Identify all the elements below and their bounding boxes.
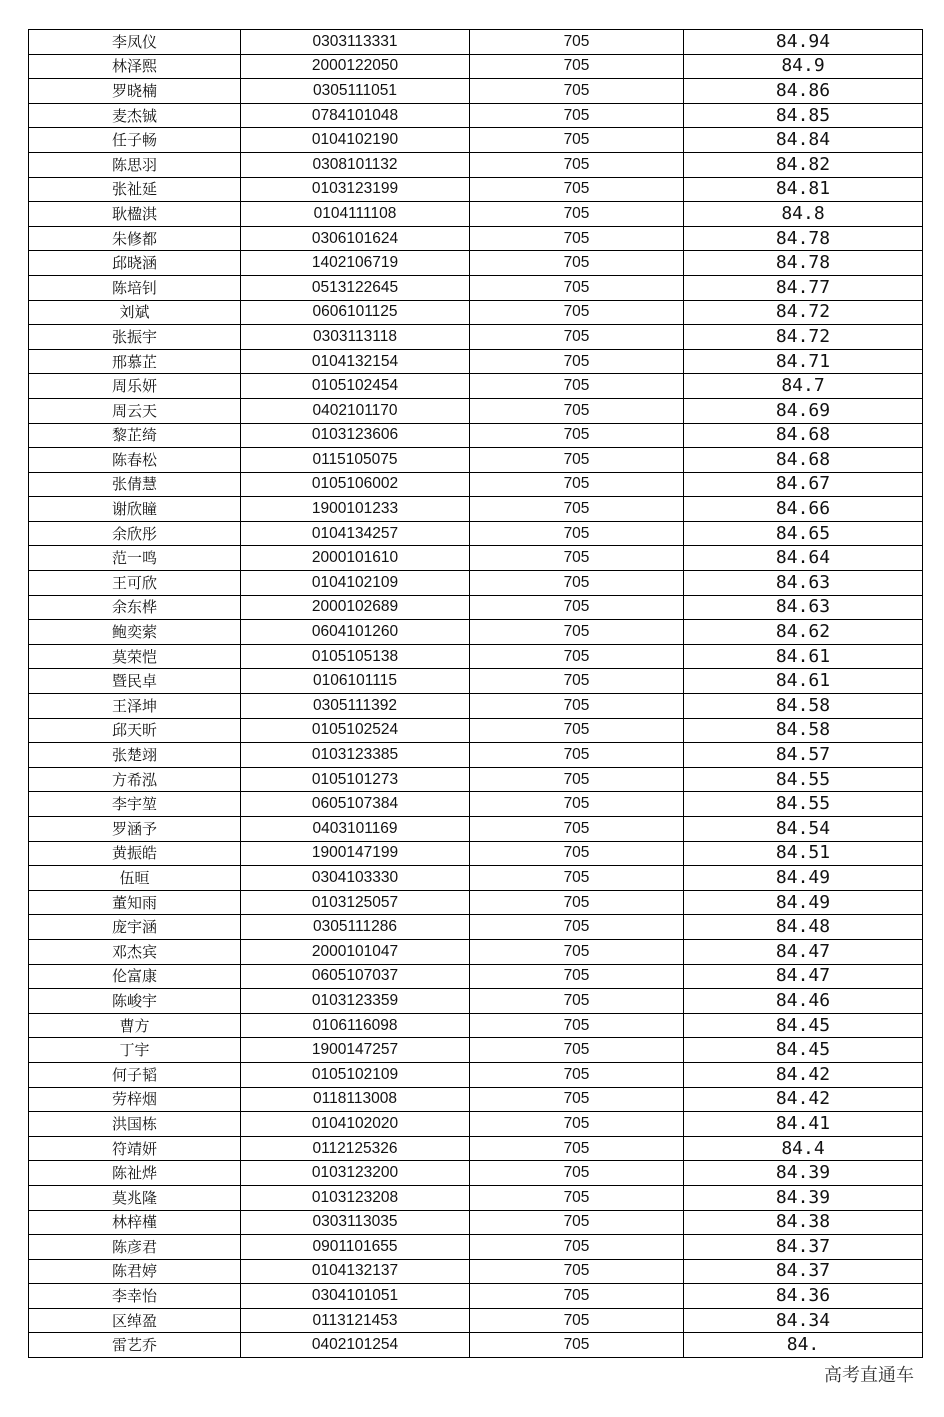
score-cell: 84.94 bbox=[684, 30, 923, 55]
score-cell: 84.39 bbox=[684, 1161, 923, 1186]
id-cell: 0303113035 bbox=[241, 1210, 470, 1235]
id-cell: 0103123606 bbox=[241, 423, 470, 448]
score-cell: 84.72 bbox=[684, 325, 923, 350]
code-cell: 705 bbox=[470, 1308, 684, 1333]
score-cell: 84.51 bbox=[684, 841, 923, 866]
id-cell: 0104111108 bbox=[241, 202, 470, 227]
code-cell: 705 bbox=[470, 1210, 684, 1235]
id-cell: 0104134257 bbox=[241, 521, 470, 546]
name-cell: 张振宇 bbox=[29, 325, 241, 350]
code-cell: 705 bbox=[470, 1333, 684, 1358]
table-row bbox=[29, 1333, 923, 1358]
score-cell: 84.67 bbox=[684, 472, 923, 497]
code-cell: 705 bbox=[470, 226, 684, 251]
table-row bbox=[29, 792, 923, 817]
score-cell: 84.57 bbox=[684, 743, 923, 768]
score-cell: 84.4 bbox=[684, 1136, 923, 1161]
name-cell: 陈祉烨 bbox=[29, 1161, 241, 1186]
name-cell: 张楚翊 bbox=[29, 743, 241, 768]
code-cell: 705 bbox=[470, 792, 684, 817]
name-cell: 区绰盈 bbox=[29, 1308, 241, 1333]
code-cell: 705 bbox=[470, 644, 684, 669]
table-row bbox=[29, 939, 923, 964]
code-cell: 705 bbox=[470, 1161, 684, 1186]
id-cell: 0115105075 bbox=[241, 448, 470, 473]
table-row bbox=[29, 30, 923, 55]
code-cell: 705 bbox=[470, 964, 684, 989]
table-row bbox=[29, 841, 923, 866]
name-cell: 符靖妍 bbox=[29, 1136, 241, 1161]
table-row bbox=[29, 620, 923, 645]
table-row bbox=[29, 595, 923, 620]
id-cell: 0103123385 bbox=[241, 743, 470, 768]
id-cell: 0306101624 bbox=[241, 226, 470, 251]
code-cell: 705 bbox=[470, 571, 684, 596]
name-cell: 陈培钊 bbox=[29, 275, 241, 300]
score-cell: 84.58 bbox=[684, 694, 923, 719]
table-row bbox=[29, 54, 923, 79]
score-cell: 84.8 bbox=[684, 202, 923, 227]
id-cell: 0104132137 bbox=[241, 1259, 470, 1284]
table-row bbox=[29, 694, 923, 719]
score-cell: 84. bbox=[684, 1333, 923, 1358]
score-cell: 84.36 bbox=[684, 1284, 923, 1309]
id-cell: 0105105138 bbox=[241, 644, 470, 669]
code-cell: 705 bbox=[470, 841, 684, 866]
score-cell: 84.69 bbox=[684, 398, 923, 423]
name-cell: 董知雨 bbox=[29, 890, 241, 915]
name-cell: 劳梓烟 bbox=[29, 1087, 241, 1112]
name-cell: 鲍奕萦 bbox=[29, 620, 241, 645]
name-cell: 陈彦君 bbox=[29, 1235, 241, 1260]
score-cell: 84.54 bbox=[684, 817, 923, 842]
score-cell: 84.47 bbox=[684, 964, 923, 989]
table-row bbox=[29, 669, 923, 694]
code-cell: 705 bbox=[470, 202, 684, 227]
code-cell: 705 bbox=[470, 694, 684, 719]
table-row bbox=[29, 79, 923, 104]
id-cell: 1402106719 bbox=[241, 251, 470, 276]
name-cell: 陈思羽 bbox=[29, 152, 241, 177]
table-row bbox=[29, 989, 923, 1014]
table-row bbox=[29, 349, 923, 374]
table-row bbox=[29, 1210, 923, 1235]
id-cell: 0113121453 bbox=[241, 1308, 470, 1333]
id-cell: 1900147257 bbox=[241, 1038, 470, 1063]
code-cell: 705 bbox=[470, 718, 684, 743]
score-cell: 84.81 bbox=[684, 177, 923, 202]
name-cell: 丁宇 bbox=[29, 1038, 241, 1063]
code-cell: 705 bbox=[470, 30, 684, 55]
name-cell: 何子韬 bbox=[29, 1062, 241, 1087]
name-cell: 周云天 bbox=[29, 398, 241, 423]
name-cell: 王泽坤 bbox=[29, 694, 241, 719]
name-cell: 刘斌 bbox=[29, 300, 241, 325]
code-cell: 705 bbox=[470, 1235, 684, 1260]
id-cell: 0106101115 bbox=[241, 669, 470, 694]
code-cell: 705 bbox=[470, 1038, 684, 1063]
score-cell: 84.47 bbox=[684, 939, 923, 964]
id-cell: 0103123359 bbox=[241, 989, 470, 1014]
id-cell: 0304101051 bbox=[241, 1284, 470, 1309]
score-cell: 84.66 bbox=[684, 497, 923, 522]
id-cell: 0105102524 bbox=[241, 718, 470, 743]
name-cell: 曹方 bbox=[29, 1013, 241, 1038]
code-cell: 705 bbox=[470, 1013, 684, 1038]
id-cell: 0303113331 bbox=[241, 30, 470, 55]
score-cell: 84.84 bbox=[684, 128, 923, 153]
name-cell: 邢慕芷 bbox=[29, 349, 241, 374]
id-cell: 0103123199 bbox=[241, 177, 470, 202]
code-cell: 705 bbox=[470, 915, 684, 940]
table-row bbox=[29, 1185, 923, 1210]
id-cell: 0105102454 bbox=[241, 374, 470, 399]
id-cell: 0112125326 bbox=[241, 1136, 470, 1161]
name-cell: 耿楹淇 bbox=[29, 202, 241, 227]
score-cell: 84.63 bbox=[684, 595, 923, 620]
table-row bbox=[29, 423, 923, 448]
score-cell: 84.77 bbox=[684, 275, 923, 300]
score-cell: 84.65 bbox=[684, 521, 923, 546]
id-cell: 0305111051 bbox=[241, 79, 470, 104]
score-cell: 84.61 bbox=[684, 669, 923, 694]
table-row bbox=[29, 1013, 923, 1038]
code-cell: 705 bbox=[470, 546, 684, 571]
code-cell: 705 bbox=[470, 1136, 684, 1161]
id-cell: 2000101610 bbox=[241, 546, 470, 571]
id-cell: 0305111392 bbox=[241, 694, 470, 719]
score-cell: 84.64 bbox=[684, 546, 923, 571]
table-row bbox=[29, 743, 923, 768]
score-cell: 84.58 bbox=[684, 718, 923, 743]
code-cell: 705 bbox=[470, 1284, 684, 1309]
table-row bbox=[29, 644, 923, 669]
name-cell: 方希泓 bbox=[29, 767, 241, 792]
table-row bbox=[29, 964, 923, 989]
score-cell: 84.68 bbox=[684, 423, 923, 448]
table-row bbox=[29, 1284, 923, 1309]
name-cell: 余东桦 bbox=[29, 595, 241, 620]
score-cell: 84.34 bbox=[684, 1308, 923, 1333]
table-row bbox=[29, 1259, 923, 1284]
score-cell: 84.42 bbox=[684, 1087, 923, 1112]
table-row bbox=[29, 275, 923, 300]
name-cell: 洪国栋 bbox=[29, 1112, 241, 1137]
id-cell: 0104132154 bbox=[241, 349, 470, 374]
code-cell: 705 bbox=[470, 1087, 684, 1112]
name-cell: 林梓槿 bbox=[29, 1210, 241, 1235]
code-cell: 705 bbox=[470, 595, 684, 620]
name-cell: 罗晓楠 bbox=[29, 79, 241, 104]
name-cell: 伍晅 bbox=[29, 866, 241, 891]
id-cell: 0308101132 bbox=[241, 152, 470, 177]
table-row bbox=[29, 177, 923, 202]
id-cell: 0118113008 bbox=[241, 1087, 470, 1112]
score-cell: 84.41 bbox=[684, 1112, 923, 1137]
name-cell: 王可欣 bbox=[29, 571, 241, 596]
score-cell: 84.62 bbox=[684, 620, 923, 645]
code-cell: 705 bbox=[470, 251, 684, 276]
code-cell: 705 bbox=[470, 1112, 684, 1137]
code-cell: 705 bbox=[470, 300, 684, 325]
score-cell: 84.55 bbox=[684, 767, 923, 792]
code-cell: 705 bbox=[470, 989, 684, 1014]
table-row bbox=[29, 398, 923, 423]
table-row bbox=[29, 890, 923, 915]
id-cell: 0304103330 bbox=[241, 866, 470, 891]
name-cell: 陈春松 bbox=[29, 448, 241, 473]
code-cell: 705 bbox=[470, 767, 684, 792]
score-cell: 84.37 bbox=[684, 1235, 923, 1260]
score-cell: 84.46 bbox=[684, 989, 923, 1014]
score-cell: 84.61 bbox=[684, 644, 923, 669]
name-cell: 林泽熙 bbox=[29, 54, 241, 79]
name-cell: 陈君婷 bbox=[29, 1259, 241, 1284]
code-cell: 705 bbox=[470, 128, 684, 153]
name-cell: 麦杰铖 bbox=[29, 103, 241, 128]
table-row bbox=[29, 152, 923, 177]
table-row bbox=[29, 1038, 923, 1063]
table-row bbox=[29, 202, 923, 227]
table-row bbox=[29, 300, 923, 325]
id-cell: 0605107384 bbox=[241, 792, 470, 817]
name-cell: 任子畅 bbox=[29, 128, 241, 153]
score-cell: 84.42 bbox=[684, 1062, 923, 1087]
id-cell: 0105102109 bbox=[241, 1062, 470, 1087]
id-cell: 0106116098 bbox=[241, 1013, 470, 1038]
code-cell: 705 bbox=[470, 79, 684, 104]
name-cell: 黎芷绮 bbox=[29, 423, 241, 448]
id-cell: 0901101655 bbox=[241, 1235, 470, 1260]
score-cell: 84.39 bbox=[684, 1185, 923, 1210]
name-cell: 伦富康 bbox=[29, 964, 241, 989]
table-row bbox=[29, 718, 923, 743]
name-cell: 莫兆隆 bbox=[29, 1185, 241, 1210]
code-cell: 705 bbox=[470, 275, 684, 300]
id-cell: 0402101254 bbox=[241, 1333, 470, 1358]
id-cell: 0104102109 bbox=[241, 571, 470, 596]
name-cell: 罗涵予 bbox=[29, 817, 241, 842]
code-cell: 705 bbox=[470, 1185, 684, 1210]
id-cell: 0606101125 bbox=[241, 300, 470, 325]
id-cell: 2000102689 bbox=[241, 595, 470, 620]
code-cell: 705 bbox=[470, 890, 684, 915]
code-cell: 705 bbox=[470, 669, 684, 694]
table-row bbox=[29, 915, 923, 940]
id-cell: 0104102190 bbox=[241, 128, 470, 153]
name-cell: 谢欣瞳 bbox=[29, 497, 241, 522]
name-cell: 庞宇涵 bbox=[29, 915, 241, 940]
watermark: 高考直通车 bbox=[822, 1361, 916, 1387]
name-cell: 李宇堃 bbox=[29, 792, 241, 817]
name-cell: 朱修都 bbox=[29, 226, 241, 251]
score-cell: 84.45 bbox=[684, 1038, 923, 1063]
table-row bbox=[29, 472, 923, 497]
name-cell: 邓杰宾 bbox=[29, 939, 241, 964]
id-cell: 0605107037 bbox=[241, 964, 470, 989]
name-cell: 李幸怡 bbox=[29, 1284, 241, 1309]
code-cell: 705 bbox=[470, 374, 684, 399]
code-cell: 705 bbox=[470, 103, 684, 128]
id-cell: 2000101047 bbox=[241, 939, 470, 964]
id-cell: 0103125057 bbox=[241, 890, 470, 915]
name-cell: 邱晓涵 bbox=[29, 251, 241, 276]
table-row bbox=[29, 325, 923, 350]
name-cell: 黄振皓 bbox=[29, 841, 241, 866]
code-cell: 705 bbox=[470, 152, 684, 177]
name-cell: 暨民卓 bbox=[29, 669, 241, 694]
table-row bbox=[29, 103, 923, 128]
score-table bbox=[28, 29, 923, 1358]
score-cell: 84.45 bbox=[684, 1013, 923, 1038]
id-cell: 0402101170 bbox=[241, 398, 470, 423]
code-cell: 705 bbox=[470, 177, 684, 202]
table-row bbox=[29, 1235, 923, 1260]
table-row bbox=[29, 497, 923, 522]
table-row bbox=[29, 767, 923, 792]
id-cell: 0104102020 bbox=[241, 1112, 470, 1137]
score-cell: 84.37 bbox=[684, 1259, 923, 1284]
code-cell: 705 bbox=[470, 866, 684, 891]
code-cell: 705 bbox=[470, 939, 684, 964]
code-cell: 705 bbox=[470, 1259, 684, 1284]
id-cell: 0303113118 bbox=[241, 325, 470, 350]
code-cell: 705 bbox=[470, 521, 684, 546]
score-table-body bbox=[29, 30, 923, 1358]
id-cell: 0604101260 bbox=[241, 620, 470, 645]
table-row bbox=[29, 546, 923, 571]
name-cell: 李凤仪 bbox=[29, 30, 241, 55]
score-cell: 84.82 bbox=[684, 152, 923, 177]
score-cell: 84.85 bbox=[684, 103, 923, 128]
id-cell: 0103123200 bbox=[241, 1161, 470, 1186]
table-row bbox=[29, 128, 923, 153]
name-cell: 雷艺乔 bbox=[29, 1333, 241, 1358]
code-cell: 705 bbox=[470, 743, 684, 768]
code-cell: 705 bbox=[470, 448, 684, 473]
code-cell: 705 bbox=[470, 349, 684, 374]
table-row bbox=[29, 866, 923, 891]
name-cell: 范一鸣 bbox=[29, 546, 241, 571]
score-cell: 84.38 bbox=[684, 1210, 923, 1235]
id-cell: 2000122050 bbox=[241, 54, 470, 79]
id-cell: 1900147199 bbox=[241, 841, 470, 866]
code-cell: 705 bbox=[470, 398, 684, 423]
id-cell: 0103123208 bbox=[241, 1185, 470, 1210]
name-cell: 余欣彤 bbox=[29, 521, 241, 546]
table-row bbox=[29, 448, 923, 473]
score-cell: 84.55 bbox=[684, 792, 923, 817]
score-cell: 84.71 bbox=[684, 349, 923, 374]
code-cell: 705 bbox=[470, 620, 684, 645]
score-cell: 84.9 bbox=[684, 54, 923, 79]
name-cell: 张倩慧 bbox=[29, 472, 241, 497]
score-cell: 84.49 bbox=[684, 866, 923, 891]
score-cell: 84.78 bbox=[684, 226, 923, 251]
table-row bbox=[29, 1308, 923, 1333]
score-cell: 84.48 bbox=[684, 915, 923, 940]
score-cell: 84.78 bbox=[684, 251, 923, 276]
table-row bbox=[29, 251, 923, 276]
name-cell: 张祉延 bbox=[29, 177, 241, 202]
name-cell: 邱天昕 bbox=[29, 718, 241, 743]
id-cell: 0105106002 bbox=[241, 472, 470, 497]
code-cell: 705 bbox=[470, 1062, 684, 1087]
id-cell: 1900101233 bbox=[241, 497, 470, 522]
table-row bbox=[29, 1087, 923, 1112]
score-cell: 84.7 bbox=[684, 374, 923, 399]
name-cell: 陈峻宇 bbox=[29, 989, 241, 1014]
score-cell: 84.72 bbox=[684, 300, 923, 325]
table-row bbox=[29, 1112, 923, 1137]
table-row bbox=[29, 1062, 923, 1087]
table-row bbox=[29, 571, 923, 596]
name-cell: 周乐妍 bbox=[29, 374, 241, 399]
code-cell: 705 bbox=[470, 497, 684, 522]
id-cell: 0513122645 bbox=[241, 275, 470, 300]
id-cell: 0105101273 bbox=[241, 767, 470, 792]
code-cell: 705 bbox=[470, 472, 684, 497]
table-row bbox=[29, 1136, 923, 1161]
score-cell: 84.86 bbox=[684, 79, 923, 104]
code-cell: 705 bbox=[470, 817, 684, 842]
code-cell: 705 bbox=[470, 54, 684, 79]
score-cell: 84.49 bbox=[684, 890, 923, 915]
table-row bbox=[29, 374, 923, 399]
table-row bbox=[29, 521, 923, 546]
name-cell: 莫荣恺 bbox=[29, 644, 241, 669]
score-cell: 84.68 bbox=[684, 448, 923, 473]
id-cell: 0403101169 bbox=[241, 817, 470, 842]
code-cell: 705 bbox=[470, 423, 684, 448]
table-row bbox=[29, 1161, 923, 1186]
id-cell: 0784101048 bbox=[241, 103, 470, 128]
table-row bbox=[29, 817, 923, 842]
id-cell: 0305111286 bbox=[241, 915, 470, 940]
table-row bbox=[29, 226, 923, 251]
code-cell: 705 bbox=[470, 325, 684, 350]
score-cell: 84.63 bbox=[684, 571, 923, 596]
